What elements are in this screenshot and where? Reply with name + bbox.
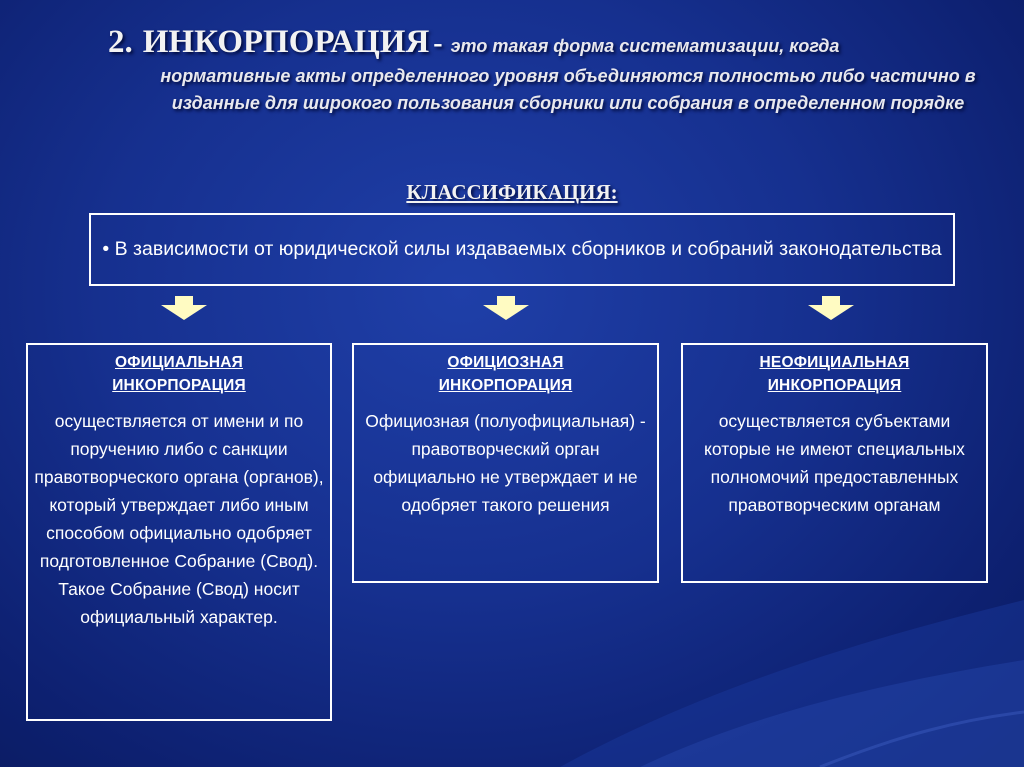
title-term: ИНКОРПОРАЦИЯ [142,24,430,60]
card-title: ОФИЦИАЛЬНАЯ ИНКОРПОРАЦИЯ [112,354,246,394]
unofficial-incorporation-card [681,343,988,583]
down-arrow-icon [161,296,207,320]
title-definition-start: это такая форма систематизации, когда [450,36,840,56]
card-title: НЕОФИЦИАЛЬНАЯ ИНКОРПОРАЦИЯ [759,354,910,394]
official-incorporation-card [26,343,332,721]
card-body: Официозная (полуофициальная) - правотворческий орган официально не утверждает и не одобряет такого решения [365,411,646,515]
criteria-label: В зависимости от юридической силы издаваемых сборников и собраний законодательства [114,238,942,260]
criteria-box [89,213,955,286]
title-number: 2. [108,24,133,60]
classification-heading: КЛАССИФИКАЦИЯ: [406,180,618,204]
down-arrow-icon [808,296,854,320]
semi-official-incorporation-card [352,343,659,583]
bullet-point: • [102,238,110,260]
slide-title [108,24,988,117]
card-body: осуществляется субъектами которые не имеют специальных полномочий предоставленных правотворческим органам [704,411,965,515]
criteria-text [102,235,941,264]
down-arrow-icon [483,296,529,320]
title-dash: - [433,28,443,59]
title-definition-rest: нормативные акты определенного уровня объединяются полностью либо частично в изданные для широкого пользования сборники или собрания в определенном порядке [160,66,976,113]
card-body: осуществляется от имени и по поручению либо с санкции правотворческого органа (органов), который утверждает либо иным способом официально одобряет подготовленное Собрание (Свод). Такое Собрание (Свод) носит официальный характер. [34,411,324,627]
card-title: ОФИЦИОЗНАЯ ИНКОРПОРАЦИЯ [438,354,573,394]
